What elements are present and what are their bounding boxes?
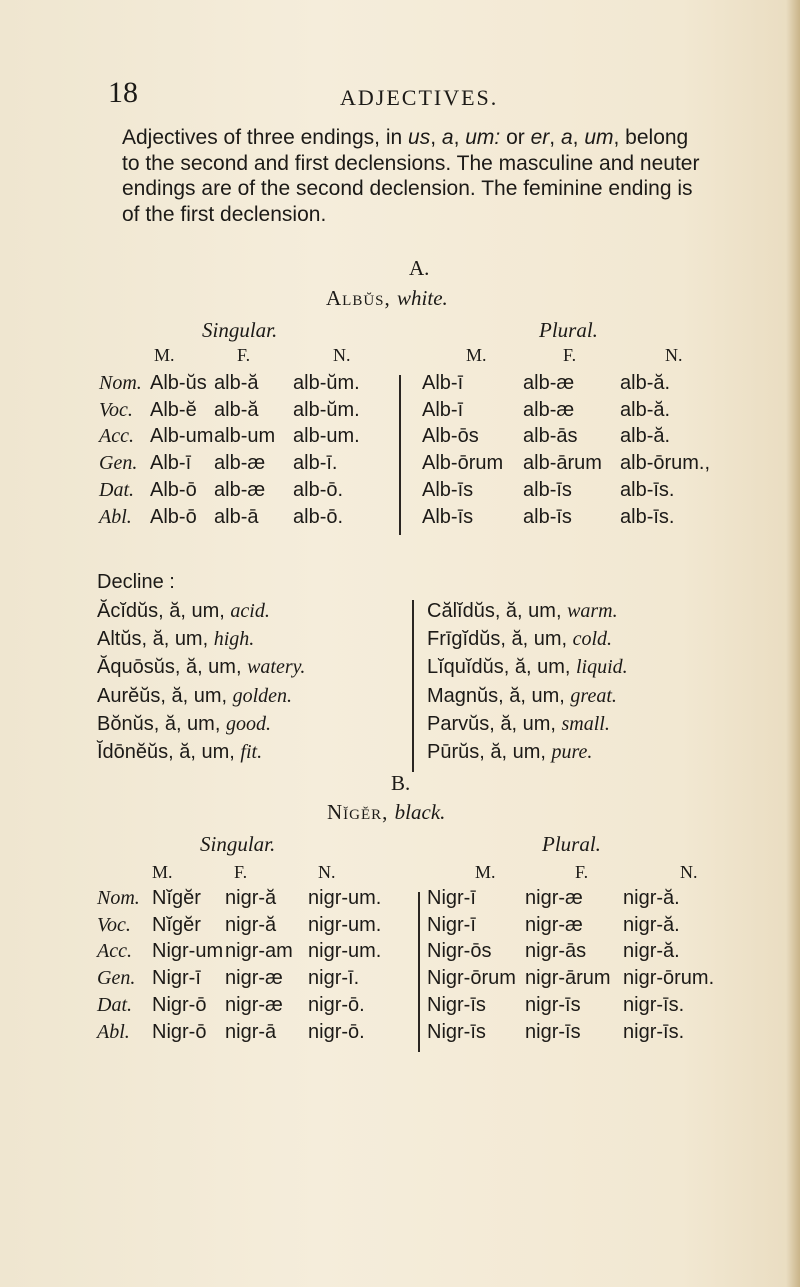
decline-word-forms: Altŭs, ă, um, bbox=[97, 628, 214, 651]
form-cell: Alb-ō bbox=[150, 478, 197, 501]
form-cell: nigr-ās bbox=[525, 940, 587, 963]
gender-head: M. bbox=[475, 862, 496, 882]
form-cell: Alb-ī bbox=[422, 398, 464, 421]
decline-word-gloss: liquid. bbox=[575, 656, 628, 679]
gender-head: F. bbox=[575, 862, 589, 882]
decline-word bbox=[97, 628, 254, 651]
decline-word bbox=[427, 685, 617, 708]
form-cell: alb-ī. bbox=[293, 452, 338, 475]
form-cell: nigr-um. bbox=[308, 940, 382, 963]
case-label: Abl. bbox=[97, 1020, 130, 1043]
form-cell: Nigr-ōrum bbox=[427, 967, 516, 990]
form-cell: nigr-æ bbox=[225, 967, 283, 990]
form-cell: Nĭgĕr bbox=[152, 887, 201, 909]
form-cell: Nigr-ī bbox=[152, 967, 201, 990]
case-label: Gen. bbox=[99, 452, 138, 475]
decline-word bbox=[97, 656, 305, 679]
form-cell: Alb-ī bbox=[150, 452, 192, 475]
form-cell: alb-æ bbox=[523, 372, 575, 394]
form-cell: nigr-ă. bbox=[623, 887, 680, 909]
case-label: Dat. bbox=[97, 993, 132, 1016]
form-cell: Alb-īs bbox=[422, 505, 474, 528]
form-cell: alb-ō. bbox=[293, 478, 344, 501]
section-b-letter: B. bbox=[391, 771, 411, 795]
form-cell: nigr-īs bbox=[525, 1020, 581, 1043]
form-cell: alb-ă. bbox=[620, 425, 671, 448]
decline-word-gloss: small. bbox=[561, 712, 610, 735]
decline-word bbox=[97, 713, 271, 736]
form-cell: nigr-ī. bbox=[308, 967, 360, 990]
form-cell: nigr-ā bbox=[225, 1020, 277, 1043]
form-cell: nigr-ă bbox=[225, 913, 277, 936]
form-cell: nigr-ă. bbox=[623, 940, 680, 963]
page-number: 18 bbox=[108, 76, 138, 109]
gender-head: N. bbox=[680, 862, 698, 882]
form-cell: alb-æ bbox=[214, 478, 266, 501]
form-cell: Nigr-ōs bbox=[427, 940, 492, 963]
decline-word bbox=[427, 600, 618, 623]
decline-word bbox=[427, 713, 610, 736]
running-head: ADJECTIVES. bbox=[340, 85, 499, 110]
case-label: Gen. bbox=[97, 967, 136, 990]
form-cell: Alb-ō bbox=[150, 505, 197, 528]
form-cell: alb-um bbox=[214, 425, 276, 448]
case-label: Voc. bbox=[99, 398, 133, 421]
intro-line-1: Adjectives of three endings, in us, a, um: or er, a, um, belong bbox=[122, 126, 689, 149]
case-label: Voc. bbox=[97, 913, 131, 936]
form-cell: alb-īs bbox=[523, 478, 572, 501]
form-cell: alb-ōrum., bbox=[620, 452, 711, 475]
intro-line-2: to the second and first declensions. The masculine and neuter bbox=[122, 151, 700, 175]
form-cell: alb-ārum bbox=[523, 452, 602, 475]
decline-word-forms: Bŏnŭs, ă, um, bbox=[97, 712, 226, 735]
decline-word-gloss: watery. bbox=[247, 656, 306, 679]
form-cell: Nigr-ō bbox=[152, 1020, 207, 1043]
form-cell: Nigr-īs bbox=[427, 1020, 486, 1043]
form-cell: nigr-æ bbox=[525, 887, 583, 909]
page-edge-shadow bbox=[786, 0, 800, 1287]
form-cell: nigr-ō. bbox=[308, 993, 365, 1016]
form-cell: nigr-ă bbox=[225, 887, 277, 909]
form-cell: alb-æ bbox=[523, 398, 575, 421]
form-cell: Alb-ōrum bbox=[422, 452, 504, 475]
decline-word-gloss: good. bbox=[225, 712, 271, 735]
gender-head: F. bbox=[234, 862, 248, 882]
gender-head: N. bbox=[333, 345, 351, 365]
form-cell: nigr-īs bbox=[525, 993, 581, 1016]
form-cell: Alb-ī bbox=[422, 372, 464, 394]
form-cell: Alb-ĕ bbox=[150, 398, 197, 421]
form-cell: Nigr-ō bbox=[152, 993, 207, 1016]
case-label: Nom. bbox=[99, 372, 142, 394]
form-cell: nigr-īs. bbox=[623, 993, 685, 1016]
form-cell: nigr-am bbox=[225, 940, 293, 963]
form-cell: Alb-um bbox=[150, 425, 214, 448]
decline-word-gloss: great. bbox=[570, 684, 617, 707]
decline-word bbox=[97, 685, 292, 708]
form-cell: Nĭgĕr bbox=[152, 913, 201, 936]
intro-line-3: endings are of the second declension. The feminine ending is bbox=[122, 177, 693, 200]
decline-word-forms: Frīgĭdŭs, ă, um, bbox=[427, 628, 573, 651]
decline-word-forms: Ăquōsŭs, ă, um, bbox=[97, 656, 248, 679]
form-cell: alb-īs bbox=[523, 505, 572, 528]
decline-word-gloss: golden. bbox=[232, 684, 293, 707]
section-a-title: Albŭs, white. bbox=[326, 286, 448, 310]
section-b-plural-heading: Plural. bbox=[542, 832, 601, 856]
decline-word-gloss: high. bbox=[213, 628, 255, 651]
form-cell: Nigr-īs bbox=[427, 993, 486, 1016]
decline-word bbox=[427, 656, 628, 679]
decline-word-forms: Magnŭs, ă, um, bbox=[427, 684, 571, 707]
section-b-singular-heading: Singular. bbox=[200, 832, 276, 856]
form-cell: nigr-um. bbox=[308, 913, 382, 936]
form-cell: nigr-ōrum. bbox=[623, 967, 715, 990]
form-cell: Alb-īs bbox=[422, 478, 474, 501]
form-cell: nigr-ă. bbox=[623, 913, 680, 936]
form-cell: alb-ŭm. bbox=[293, 398, 360, 421]
form-cell: alb-ă bbox=[214, 398, 259, 421]
intro-line-4: of the first declension. bbox=[122, 202, 327, 226]
form-cell: alb-ā bbox=[214, 505, 259, 528]
form-cell: Alb-ōs bbox=[422, 425, 479, 448]
gender-head: F. bbox=[237, 345, 251, 365]
decline-word-gloss: warm. bbox=[567, 600, 618, 622]
form-cell: nigr-æ bbox=[225, 993, 283, 1016]
section-b-column-rule bbox=[418, 892, 420, 1052]
section-b-title: Nĭgĕr, black. bbox=[327, 800, 446, 824]
decline-word-forms: Ĭdōnĕŭs, ă, um, bbox=[97, 741, 241, 763]
form-cell: alb-ŭm. bbox=[293, 372, 360, 394]
case-label: Acc. bbox=[99, 425, 134, 448]
decline-word-gloss: fit. bbox=[240, 741, 263, 763]
section-a-column-rule bbox=[399, 375, 401, 535]
form-cell: alb-ō. bbox=[293, 505, 344, 528]
form-cell: nigr-īs. bbox=[623, 1020, 685, 1043]
section-a-letter: A. bbox=[409, 256, 430, 280]
decline-column-rule bbox=[412, 600, 414, 772]
decline-word-forms: Parvŭs, ă, um, bbox=[427, 712, 562, 735]
case-label: Acc. bbox=[97, 940, 132, 963]
decline-word bbox=[427, 741, 592, 764]
form-cell: Nigr-ī bbox=[427, 913, 476, 936]
decline-word bbox=[427, 628, 612, 651]
section-a-plural-heading: Plural. bbox=[539, 318, 598, 342]
decline-word-forms: Călĭdŭs, ă, um, bbox=[427, 600, 568, 622]
gender-head: F. bbox=[563, 345, 577, 365]
decline-word-gloss: cold. bbox=[572, 628, 613, 651]
form-cell: nigr-æ bbox=[525, 913, 583, 936]
decline-word-forms: Ăcĭdŭs, ă, um, bbox=[97, 600, 231, 622]
form-cell: alb-ās bbox=[523, 425, 578, 448]
form-cell: alb-ă bbox=[214, 372, 259, 394]
decline-word bbox=[97, 741, 262, 764]
gender-head: M. bbox=[154, 345, 175, 365]
decline-label: Decline : bbox=[97, 571, 175, 593]
intro-paragraph bbox=[122, 125, 772, 227]
decline-word bbox=[97, 600, 270, 623]
form-cell: Alb-ŭs bbox=[150, 372, 207, 394]
form-cell: alb-īs. bbox=[620, 505, 675, 528]
decline-word-gloss: pure. bbox=[551, 741, 593, 763]
form-cell: alb-um. bbox=[293, 425, 360, 448]
form-cell: nigr-ārum bbox=[525, 967, 611, 990]
form-cell: alb-ă. bbox=[620, 372, 671, 394]
case-label: Nom. bbox=[97, 887, 140, 909]
form-cell: nigr-um. bbox=[308, 887, 382, 909]
gender-head: N. bbox=[665, 345, 683, 365]
decline-word-forms: Pūrŭs, ă, um, bbox=[427, 741, 552, 763]
case-label: Abl. bbox=[99, 505, 132, 528]
form-cell: Nigr-ī bbox=[427, 887, 476, 909]
gender-head: M. bbox=[152, 862, 173, 882]
decline-word-gloss: acid. bbox=[230, 600, 270, 622]
form-cell: alb-æ bbox=[214, 452, 266, 475]
gender-head: M. bbox=[466, 345, 487, 365]
form-cell: nigr-ō. bbox=[308, 1020, 365, 1043]
section-a-singular-heading: Singular. bbox=[202, 318, 278, 342]
decline-word-forms: Lĭquĭdŭs, ă, um, bbox=[427, 656, 576, 679]
form-cell: alb-īs. bbox=[620, 478, 675, 501]
form-cell: Nigr-um bbox=[152, 940, 224, 963]
gender-head: N. bbox=[318, 862, 336, 882]
decline-word-forms: Aurĕŭs, ă, um, bbox=[97, 684, 233, 707]
case-label: Dat. bbox=[99, 478, 134, 501]
form-cell: alb-ă. bbox=[620, 398, 671, 421]
